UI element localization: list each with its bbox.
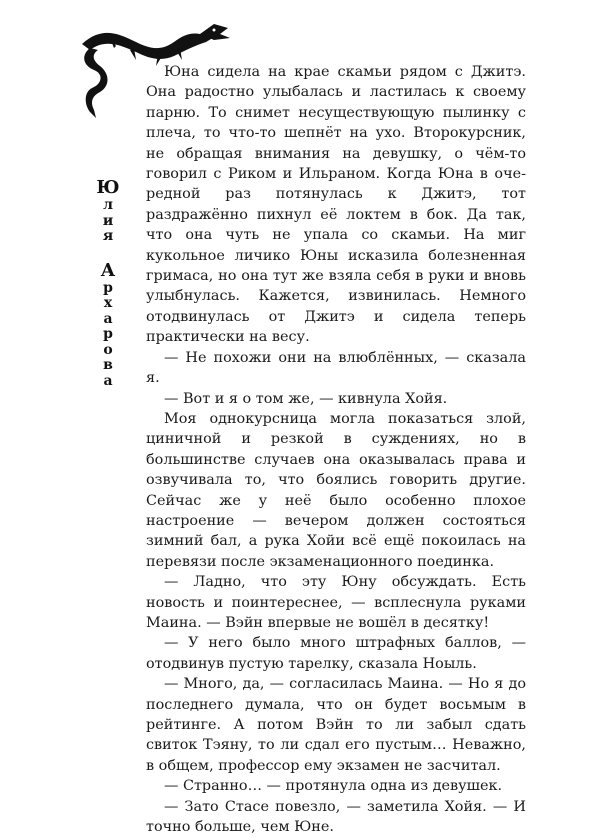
author-letter: р — [103, 326, 113, 342]
author-letter: Ю — [96, 177, 120, 198]
paragraph: — Странно… — протянула одна из девушек. — [164, 778, 503, 795]
paragraph: Моя однокурсница могла показаться злой, циничной и резкой в суждениях, но в большинстве случаев она оказывалась права и озвучивала то, что боялись говорить другие. Сейчас же у неё было особенно плохое настроение — вечером должен состояться зимний бал, а рука Хойи всё ещё покоилась на перевязи после экзаменационного поединка. — [146, 410, 526, 570]
author-letter: р — [103, 279, 113, 296]
paragraph: — Не похожи они на влюблённых, — сказала я. — [146, 349, 526, 387]
author-first-name — [96, 178, 119, 245]
author-last-name — [101, 261, 116, 390]
author-letter: и — [102, 212, 114, 229]
author-letter: я — [102, 228, 114, 244]
author-letter: х — [103, 295, 113, 311]
paragraph: — Зато Стасе повезло, — заметила Хойя. — И точно больше, чем Юне. — [146, 798, 526, 836]
author-letter: в — [103, 357, 113, 373]
author-letter: А — [100, 259, 116, 281]
author-name-vertical — [98, 178, 118, 389]
author-letter: л — [103, 197, 113, 213]
paragraph: — Ладно, что эту Юну обсуждать. Есть новость и поинтереснее, — всплеснула руками Маина. — Вэйн впервые не вошёл в десятку! — [146, 574, 526, 631]
author-letter: а — [103, 372, 113, 389]
author-letter: а — [103, 310, 113, 327]
paragraph: Юна сидела на крае скамьи рядом с Джитэ. Она радостно улыбалась и ластилась к своему парню. То снимет несуществующую пылинку с плеча, то что-то шепнёт на ухо. Второкурсник, не обращая внимания на девушку, о чём-то говорил с Риком и Ильраном. Когда Юна в очередной раз потянулась к Джитэ, тот раздражённо пихнул её локтем в бок. Да так, что она чуть не упала со скамьи. На миг кукольное личико Юны исказила болезненная гримаса, но она тут же взяла себя в руки и вновь улыбнулась. Кажется, извинилась. Немного отодвинулась от Джитэ и сидела теперь практически на весу. — [146, 64, 526, 346]
paragraph: — Вот и я о том же, — кивнула Хойя. — [164, 390, 448, 407]
paragraph: — Много, да, — согласилась Маина. — Но я до последнего думала, что он будет восьмым в рейтинге. А потом Вэйн то ли забыл сдать свиток Тэяну, то ли сдал его пустым… Неважно, в общем, профессор ему экзамен не засчитал. — [146, 676, 526, 774]
author-letter: о — [103, 341, 113, 358]
page-body-text — [146, 62, 526, 837]
paragraph: — У него было много штрафных баллов, — отодвинув пустую тарелку, сказала Ноыль. — [146, 635, 526, 672]
